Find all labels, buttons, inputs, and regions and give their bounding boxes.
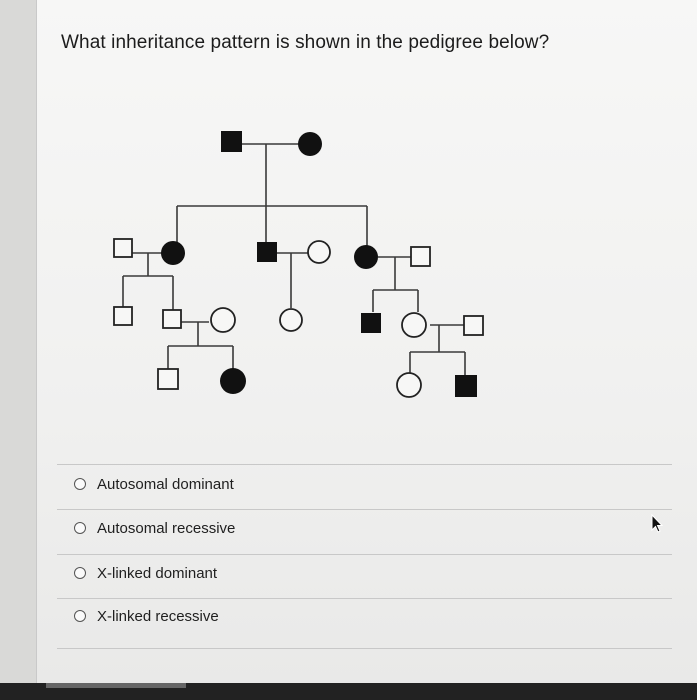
option-label: X-linked dominant (97, 564, 218, 582)
option-label: X-linked recessive (97, 607, 219, 625)
affected-female-symbol (220, 368, 246, 394)
option-label: Autosomal dominant (97, 475, 234, 493)
radio-button[interactable] (74, 522, 86, 534)
mouse-cursor-icon (650, 514, 664, 534)
affected-male-symbol (361, 313, 381, 333)
option-autosomal-dominant[interactable] (74, 470, 234, 498)
radio-button[interactable] (74, 610, 86, 622)
question-card (36, 0, 697, 683)
unaffected-male-symbol (114, 239, 132, 257)
unaffected-male-symbol (464, 316, 483, 335)
option-autosomal-recessive[interactable] (74, 514, 235, 542)
option-label: Autosomal recessive (97, 519, 236, 537)
unaffected-female-symbol (211, 308, 235, 332)
radio-button[interactable] (74, 567, 86, 579)
pedigree-diagram (37, 0, 697, 440)
bottom-tab (46, 683, 186, 688)
unaffected-female-symbol (308, 241, 330, 263)
radio-button[interactable] (74, 478, 86, 490)
divider (57, 509, 672, 510)
unaffected-male-symbol (411, 247, 430, 266)
divider (57, 598, 672, 599)
unaffected-female-symbol (280, 309, 302, 331)
unaffected-male-symbol (158, 369, 178, 389)
unaffected-male-symbol (114, 307, 132, 325)
bottom-bar (0, 683, 697, 700)
option-x-linked-recessive[interactable] (74, 602, 219, 630)
affected-male-symbol (257, 242, 277, 262)
affected-male-symbol (455, 375, 477, 397)
divider (57, 464, 672, 465)
question-text: What inheritance pattern is shown in the pedigree below? (61, 32, 550, 53)
affected-female-symbol (161, 241, 185, 265)
unaffected-female-symbol (397, 373, 421, 397)
affected-male-symbol (221, 131, 242, 152)
affected-female-symbol (354, 245, 378, 269)
affected-female-symbol (298, 132, 322, 156)
unaffected-female-symbol (402, 313, 426, 337)
unaffected-male-symbol (163, 310, 181, 328)
divider (57, 648, 672, 649)
option-x-linked-dominant[interactable] (74, 559, 217, 587)
divider (57, 554, 672, 555)
